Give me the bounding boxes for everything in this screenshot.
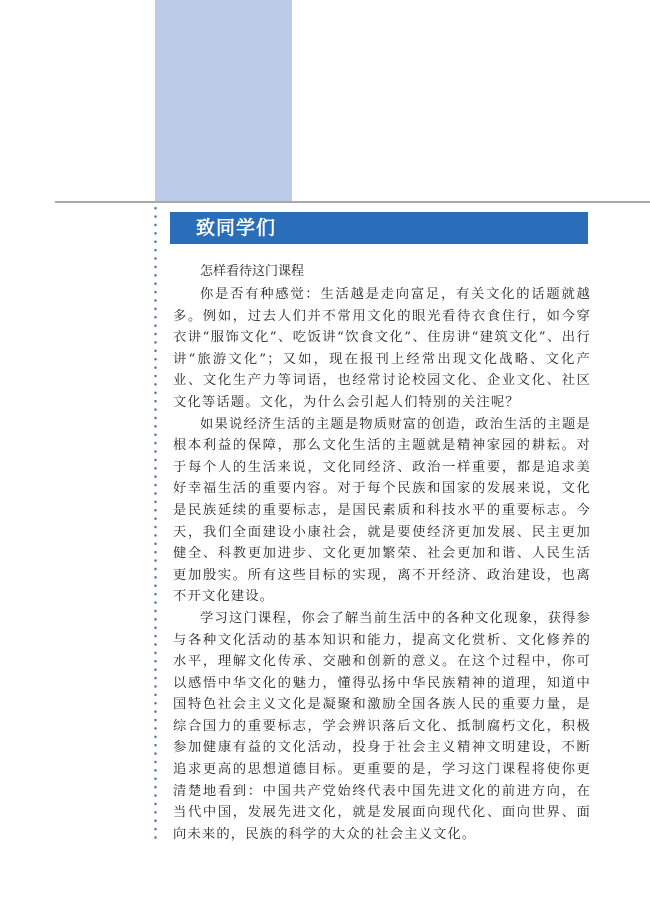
section-subheading: 怎样看待这门课程 xyxy=(200,264,305,279)
title-banner xyxy=(170,212,588,244)
paragraph-3: 学习这门课程，你会了解当前生活中的各种文化现象，获得参与各种文化活动的基本知识和能力，提高文化赏析、文化修养的水平，理解文化传承、交融和创新的意义。在这个过程中，你可以感悟中华文化的魅力，懂得弘扬中华民族精神的道理，知道中国特色社会主义文化是凝聚和激励全国各族人民的重要力量，是综合国力的重要标志，学会辨识落后文化、抵制腐朽文化，积极参加健康有益的文化活动，投身于社会主义精神文明建设，不断追求更高的思想道德目标。更重要的是，学习这门课程将使你更清楚地看到：中国共产党始终代表中国先进文化的前进方向，在当代中国，发展先进文化，就是发展面向现代化、面向世界、面向未来的，民族的科学的大众的社会主义文化。 xyxy=(173,610,591,842)
horizontal-divider xyxy=(55,201,650,203)
decorative-accent-block xyxy=(155,0,292,201)
content-section xyxy=(173,262,591,845)
page-title: 致同学们 xyxy=(196,217,277,239)
paragraph-2: 如果说经济生活的主题是物质财富的创造，政治生活的主题是根本利益的保障，那么文化生活的主题就是精神家园的耕耘。对于每个人的生活来说，文化同经济、政治一样重要，都是追求美好幸福生活的重要内容。对于每个民族和国家的发展来说，文化是民族延续的重要标志，是国民素质和科技水平的重要标志。今天，我们全面建设小康社会，就是要使经济更加发展、民主更加健全、科教更加进步、文化更加繁荣、社会更加和谐、人民生活更加殷实。所有这些目标的实现，离不开经济、政治建设，也离不开文化建设。 xyxy=(173,416,591,605)
dotted-margin-line xyxy=(154,204,157,840)
paragraph-1: 你是否有种感觉：生活越是走向富足，有关文化的话题就越多。例如，过去人们并不常用文化的眼光看待衣食住行，如今穿衣讲“服饰文化”、吃饭讲“饮食文化”、住房讲“建筑文化”、出行讲“旅游文化”；又如，现在报刊上经常出现文化战略、文化产业、文化生产力等词语，也经常讨论校园文化、企业文化、社区文化等话题。文化，为什么会引起人们特别的关注呢？ xyxy=(173,287,591,410)
